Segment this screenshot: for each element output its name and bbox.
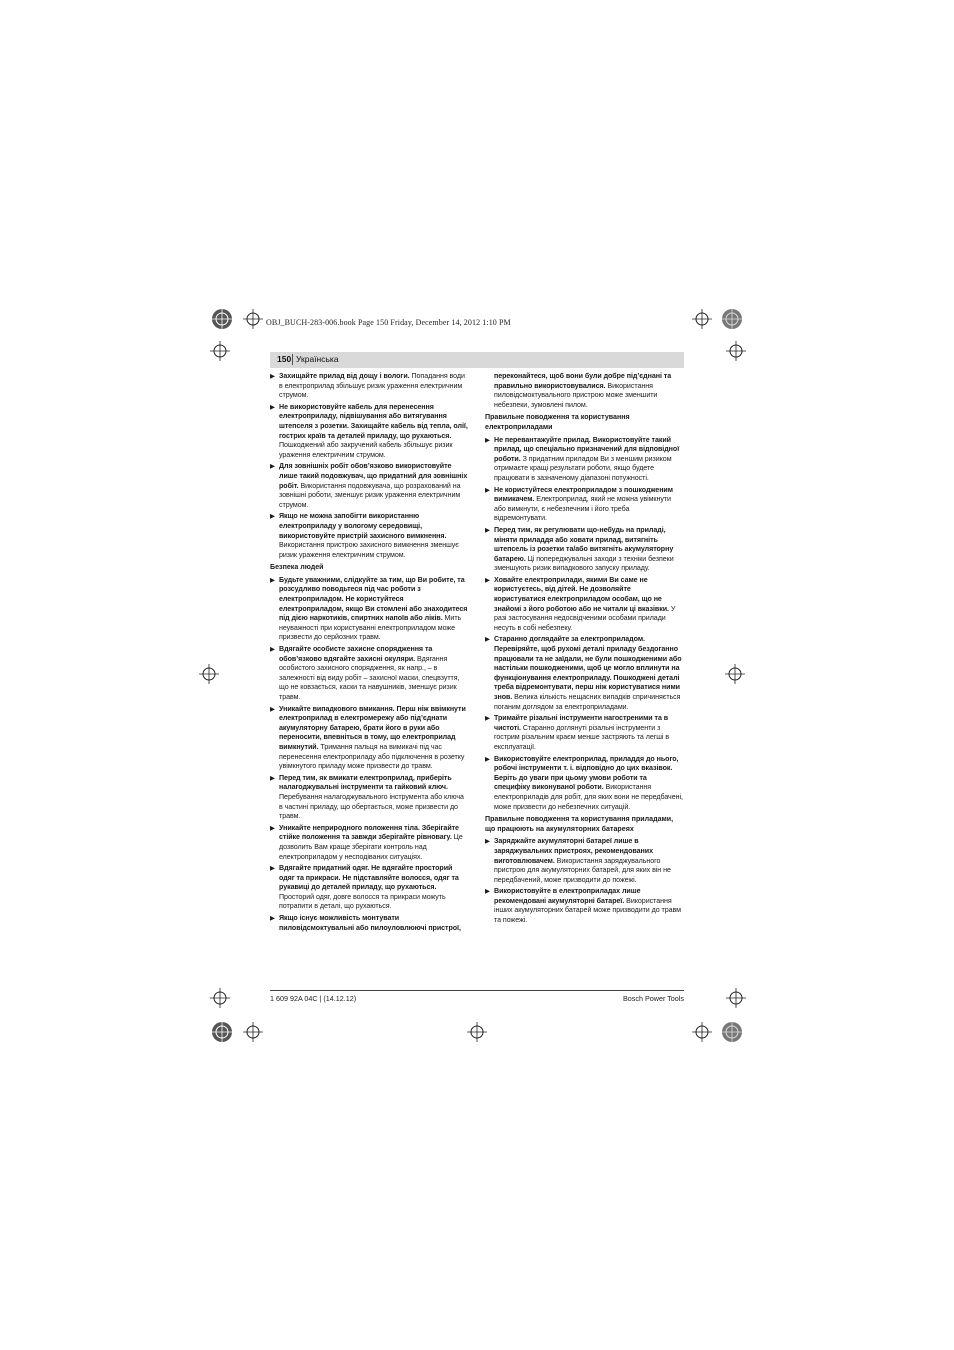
crosshair-target-icon [243,1022,263,1042]
list-item: ▶ Ховайте електроприлади, якими Ви саме не користуєтесь, від дітей. Не дозволяйте користуватися електроприладом особам, що не знайомі з його роботою або не читали ці вказівки. У разі застосування недосвідченими особами прилади несуть в собі небезпеку. [485,575,676,632]
bullet-arrow-icon: ▶ [270,705,275,713]
bullet-arrow-icon: ▶ [270,513,275,521]
bullet-arrow-icon: ▶ [270,403,275,411]
crosshair-target-icon [210,341,230,361]
left-column [270,372,469,935]
list-item-continuation: переконайтеся, щоб вони були добре під’єднані та правильно використовувалися. Використання пиловідсмоктувального пристрою може зменшити небезпеки, зумовлені пилом. [494,372,672,409]
registration-mark-icon [210,1020,234,1044]
list-item: ▶ Заряджайте акумуляторні батареї лише в заряджувальних пристроях, рекомендованих виготовлювачем. Використання заряджувального пристрою для акумуляторних батарей, для яких він не передбачений, може призводити до пожежі. [485,837,671,884]
print-header: OBJ_BUCH-283-006.book Page 150 Friday, December 14, 2012 1:10 PM [266,318,511,327]
bullet-arrow-icon: ▶ [270,463,275,471]
footer-brand: Bosch Power Tools [623,994,684,1003]
bullet-arrow-icon: ▶ [270,824,275,832]
registration-mark-icon [720,307,744,331]
bullet-arrow-icon: ▶ [270,865,275,873]
list-item: ▶ Захищайте прилад від дощу і вологи. Попадання води в електроприлад збільшує ризик ураження електричним струмом. [270,372,465,400]
bullet-arrow-icon: ▶ [485,636,490,644]
list-item: ▶ Старанно доглядайте за електроприладом. Перевіряйте, щоб рухомі деталі приладу бездоганно працювали та не заїдали, не були пошкодженими або настільки пошкодженими, щоб це могло вплинути на функціонування електроприладу. Пошкоджені деталі треба відремонтувати, перш ніж користуватися ними знов. Велика кількість нещасних випадків спричиняється поганим доглядом за електроприладами. [485,635,682,711]
crosshair-target-icon [210,988,230,1008]
list-item: ▶ Не використовуйте кабель для перенесення електроприладу, підвішування або витягування штепселя з розетки. Захищайте кабель від тепла, олії, гострих країв та деталей приладу, що рухаються. Пошкоджений або закручений кабель збільшує ризик ураження електричним струмом. [270,402,468,459]
registration-mark-icon [720,1020,744,1044]
crosshair-target-icon [243,309,263,329]
footer-doc-id: 1 609 92A 04C | (14.12.12) [270,994,357,1003]
right-column [485,372,684,928]
crosshair-target-icon [726,988,746,1008]
bullet-arrow-icon: ▶ [485,888,490,896]
crosshair-target-icon [726,341,746,361]
bullet-arrow-icon: ▶ [485,486,490,494]
list-item: ▶ Не користуйтеся електроприладом з пошкодженим вимикачем. Електроприлад, який не можна увімкнути або вимкнути, є небезпечним і його треба відремонтувати. [485,485,673,523]
page-language: Українська [292,354,339,365]
list-item: ▶ Будьте уважними, слідкуйте за тим, що Ви робите, та розсудливо поводьтеся під час роботи з електроприладом. Не користуйтеся електроприладом, якщо Ви стомлені або знаходитеся під дією наркотиків, спиртних напоїв або ліків. Мить неуважності при користуванні електроприладом може призвести до серйозних травм. [270,575,468,642]
list-item: ▶ Використовуйте в електроприладах лише рекомендовані акумуляторні батареї. Використання інших акумуляторних батарей може призводити до травм та пожежі. [485,887,682,925]
bullet-arrow-icon: ▶ [485,715,490,723]
bullet-arrow-icon: ▶ [270,373,275,380]
bullet-arrow-icon: ▶ [485,436,490,444]
list-item: ▶ Для зовнішніх робіт обов’язково використовуйте лише такий подовжувач, що придатний для зовнішніх робіт. Використання подовжувача, що розрахований на зовнішні роботи, зменшує ризик ураження електричним струмом. [270,462,468,509]
bullet-arrow-icon: ▶ [485,526,490,534]
crosshair-target-icon [692,309,712,329]
crosshair-target-icon [725,664,745,684]
list-item: ▶ Вдягайте придатний одяг. Не вдягайте просторий одяг та прикраси. Не підставляйте волосся, одяг та рукавиці до деталей приладу, що рухаються. Просторий одяг, довге волосся та прикраси можуть потрапити в деталі, що рухаються. [270,864,459,911]
section-title: Правильне поводження та користування електроприладами [485,413,630,431]
registration-mark-icon [210,307,234,331]
list-item: ▶ Перед тим, як вмикати електроприлад, приберіть налагоджувальні інструменти та гайковий ключ. Перебування налагоджувального інструмента або ключа в частині приладу, що обертається, може призвести до травм. [270,773,464,821]
crosshair-target-icon [467,1022,487,1042]
list-item: ▶ Якщо існує можливість монтувати пиловідсмоктувальні або пилоуловлюючі пристрої, [270,914,461,932]
bullet-arrow-icon: ▶ [270,774,275,782]
list-item: ▶ Якщо не можна запобігти використанню електроприладу у вологому середовищі, використовуйте пристрій захисного вимкнення. Використання пристрою захисного вимкнення зменшує ризик ураження електричним струмом. [270,512,459,559]
crosshair-target-icon [199,664,219,684]
bullet-arrow-icon: ▶ [270,646,275,654]
list-item: ▶ Уникайте неприродного положення тіла. Зберігайте стійке положення та завжди зберігайте рівновагу. Це дозволить Вам краще зберігати контроль над електроприладом у несподіваних ситуаціях. [270,823,463,861]
list-item: ▶ Перед тим, як регулювати що-небудь на приладі, міняти приладдя або ховати прилад, витягніть штепсель із розетки та/або витягніть акумуляторну батарею. Ці попереджувальні заходи з техніки безпеки зменшують ризик випадкового запуску приладу. [485,525,674,573]
crosshair-target-icon [692,1022,712,1042]
list-item: ▶ Використовуйте електроприлад, приладдя до нього, робочі інструменти т. і. відповідно до цих вказівок. Беріть до уваги при цьому умови роботи та специфіку виконуваної роботи. Використання електроприладів для робіт, для яких вони не передбачені, може призвести до небезпечних ситуацій. [485,754,683,811]
list-item: ▶ Вдягайте особисте захисне спорядження та обов’язково вдягайте захисні окуляри. Вдягання особистого захисного спорядження, як напр., – в залежності від виду робіт – захисної маски, спецвзуття, що не ковзається, каски та навушників, зменшує ризик травм. [270,645,460,701]
list-item: ▶ Тримайте різальні інструменти нагостреними та в чистоті. Старанно доглянуті різальні інструменти з гострим різальним краєм менше застряють та легші в експлуатації. [485,714,670,751]
bullet-arrow-icon: ▶ [270,915,275,923]
section-title: Безпека людей [270,563,324,572]
section-title: Правильне поводження та користування приладами, що працюють на акумуляторних батареях [485,815,674,833]
bullet-arrow-icon: ▶ [485,576,490,584]
list-item: ▶ Не перевантажуйте прилад. Використовуйте такий прилад, що спеціально призначений для відповідної роботи. З придатним приладом Ви з меншим ризиком отримаєте кращі результати роботи, якщо будете працювати в зазначеному діапазоні потужності. [485,435,680,482]
bullet-arrow-icon: ▶ [485,755,490,763]
bullet-arrow-icon: ▶ [485,838,490,846]
footer-divider [270,990,684,991]
bullet-arrow-icon: ▶ [270,576,275,584]
list-item: ▶ Уникайте випадкового вмикання. Перш ніж ввімкнути електроприлад в електромережу або під’єднати акумуляторну батарею, брати його в руки або переносити, впевніться в тому, що електроприлад вимкнутий. Тримання пальця на вимикачі під час перенесення електроприладу або підключення в розетку увімкнутого приладу може призвести до травм. [270,704,466,771]
page-number: 150 [277,354,292,364]
